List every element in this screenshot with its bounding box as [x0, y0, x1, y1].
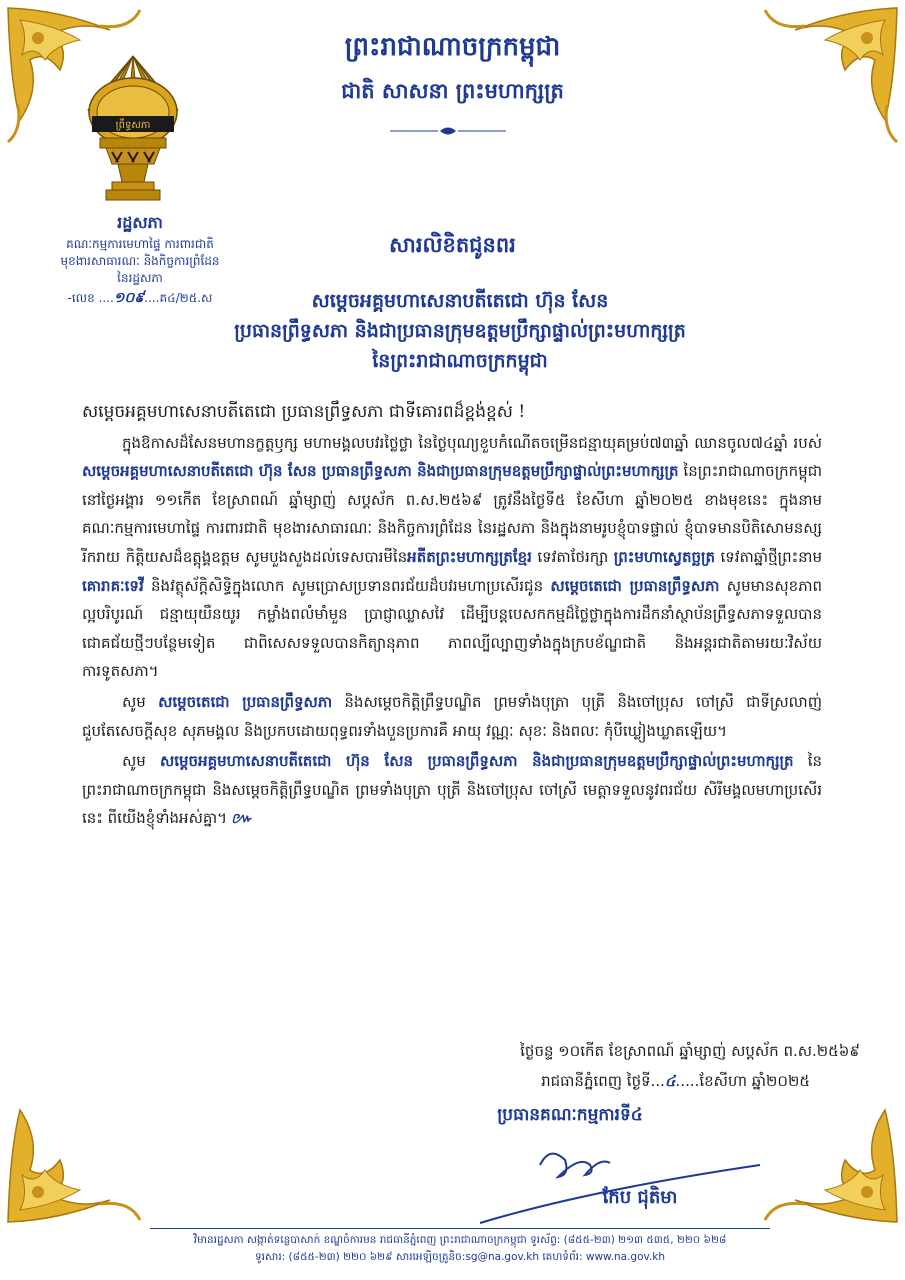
p1-text-f: សូមមានសុខភាពល្អបរិបូរណ៍ ជន្មាយុយឺនយូរ កម្លាំងពលំមាំមួន ប្រាជ្ញាឈ្លាសវៃ ដើម្បីបន្តបេសកកម្មដ៏ថ្លៃថ្លាក្នុងការដឹកនាំស្ថាប័នព្រឹទ្ធសភាទទួលបានជោគជ័យថ្មីៗបន្ថែមទៀត ជាពិសេសទទួលបានកិត្យានុភាព ភាពល្បីល្បាញទាំងក្នុងក្របខ័ណ្ឌជាតិ និងអន្តរជាតិតាមរយៈវិស័យការទូតសភា។	[82, 576, 822, 681]
p2-honoree-name: សម្តេចតេជោ ប្រធានព្រឹទ្ធសភា	[158, 692, 333, 711]
footer-rule	[150, 1228, 770, 1229]
p1-former-kings: អតីតព្រះមហាក្សត្រខ្មែរ	[407, 547, 532, 566]
paragraph-1	[82, 429, 822, 686]
p3-honoree-name: សម្តេចអគ្គមហាសេនាបតីតេជោ ហ៊ុន សែន ប្រធានព្រឹទ្ធសភា និងជាប្រធានក្រុមឧត្តមប្រឹក្សាផ្ទាល់ព្រះមហាក្សត្រ	[159, 752, 794, 771]
reference-prefix: -លេខ ....	[67, 291, 114, 305]
reference-suffix: ....គ៤/២៥.ស	[144, 291, 213, 305]
p3-text-b: នៃព្រះរាជាណាចក្រកម្ពុជា និងសម្តេចកិត្តិព្រឹទ្ធបណ្ឌិត ព្រមទាំងបុត្រា បុត្រី និងចៅប្រុស ចៅស្រី មេត្តាទទួលនូវពរជ័យ សិរីមង្គលមហាប្រសើរនេះ ពីយើងខ្ញុំទាំងអស់គ្នា។	[82, 752, 822, 828]
solar-date-day: ៤	[664, 1072, 676, 1090]
header-divider-ornament	[388, 124, 508, 138]
p2-text-a: សូម	[122, 692, 159, 711]
closing-mark: ៚	[231, 809, 253, 828]
p1-text-e: និងវត្ថុស័ក្តិសិទ្ធិក្នុងលោក សូមប្រោសប្រទានពរជ័យដ៏បវរមហាប្រសើរជូន	[143, 576, 551, 595]
solar-date-suffix: .....ខែសីហា ឆ្នាំ២០២៥	[675, 1072, 810, 1090]
recipient-line-3: នៃព្រះរាជាណាចក្រកម្ពុជា	[372, 350, 548, 372]
p1-text-a: ក្នុងឱកាសដ៏សែនមហានក្ខត្តឫក្ស មហាមង្គលបវរថ្លៃថ្លា នៃថ្ងៃបុណ្យខួបកំណើតចម្រើនជន្មាយុគម្រប់៧៣ឆ្នាំ ឈានចូល៧៤ឆ្នាំ របស់	[122, 433, 822, 452]
reference-handwritten-number: ១០៩	[113, 290, 145, 306]
office-assembly-name: រដ្ឋសភា	[117, 213, 163, 232]
letter-body	[82, 398, 822, 833]
paragraph-3	[82, 747, 822, 833]
emblem-label: ព្រឹទ្ធសភា	[115, 120, 151, 131]
recipient-line-2: ប្រធានព្រឹទ្ធសភា និងជាប្រធានក្រុមឧត្តមប្រឹក្សាផ្ទាល់ព្រះមហាក្សត្រ	[234, 320, 686, 342]
letter-title: សារលិខិតជូនពរ	[389, 232, 516, 257]
recipient-block	[60, 286, 860, 376]
office-commission-line-2: មុខងារសាធារណៈ និងកិច្ចការព្រំដែន	[60, 254, 220, 268]
p1-text-d: ទេវតាឆ្នាំថ្មីព្រះនាម	[715, 547, 822, 566]
corner-ornament-bottom-left	[0, 1080, 150, 1230]
footer-fax-email-web: ទូរសារ: (៨៥៥-២៣) ២២០ ៦២៩ សារអេឡិចត្រូនិច:sg@na.gov.kh គេហទំព័រ: www.na.gov.kh	[255, 1251, 665, 1263]
p1-text-c: ទេវតាថែរក្សា	[531, 547, 614, 566]
p1-new-year-angel: គោរាគៈទេវី	[82, 576, 144, 595]
solar-date-prefix: រាជធានីភ្នំពេញ ថ្ងៃទី...	[541, 1072, 665, 1090]
p1-text-b: នៃព្រះរាជាណាចក្រកម្ពុជា នៅថ្ងៃអង្គារ ១១កើត ខែស្រាពណ៍ ឆ្នាំម្សាញ់ សប្តស័ក ព.ស.២៥៦៩ ត្រូវនឹងថ្ងៃទី៥ ខែសីហា ឆ្នាំ២០២៥ ខាងមុខនេះ ក្នុងនាមគណៈកម្មការមេហាផ្ទៃ ការពារជាតិ មុខងារសាធារណៈ និងកិច្ចការព្រំដែន នៃរដ្ឋសភា និងក្នុងនាមរូបខ្ញុំបាទផ្ទាល់ ខ្ញុំបាទមានបិតិសោមនស្សរីករាយ កិត្តិយសដ៏ឧត្តុង្គឧត្តម សូមបួងសួងដល់ទេសបារមីនៃ	[82, 462, 823, 566]
footer-contact	[150, 1232, 770, 1266]
signatory-title: ប្រធានគណៈកម្មការទី៤	[497, 1105, 643, 1125]
parliament-emblem	[78, 52, 188, 207]
corner-ornament-bottom-right	[755, 1080, 905, 1230]
p1-senate-president: សម្តេចតេជោ ប្រធានព្រឹទ្ធសភា	[550, 576, 720, 595]
kingdom-heading: ព្រះរាជាណាចក្រកម្ពុជា	[344, 32, 561, 62]
p1-honoree-name: សម្តេចអគ្គមហាសេនាបតីតេជោ ហ៊ុន សែន ប្រធានព្រឹទ្ធសភា និងជាប្រធានក្រុមឧត្តមប្រឹក្សាផ្ទាល់ព្រះមហាក្សត្រ	[82, 462, 679, 481]
national-motto: ជាតិ សាសនា ព្រះមហាក្សត្រ	[341, 78, 564, 103]
salutation: សម្តេចអគ្គមហាសេនាបតីតេជោ ប្រធានព្រឹទ្ធសភា ជាទីគោរពដ៏ខ្ពង់ខ្ពស់ !	[82, 402, 526, 422]
recipient-line-1: សម្តេចអគ្គមហាសេនាបតីតេជោ ហ៊ុន សែន	[311, 290, 609, 312]
lunar-date: ថ្ងៃចន្ទ ១០កើត ខែស្រាពណ៍ ឆ្នាំម្សាញ់ សប្តស័ក ព.ស.២៥៦៩	[520, 1042, 860, 1060]
signatory-name: កែប ជុតិមា	[602, 1187, 678, 1208]
footer-address: វិមានរដ្ឋសភា សង្កាត់ទន្លេបាសាក់ ខណ្ឌចំការមន រាជធានីភ្នំពេញ ព្រះរាជាណាចក្រកម្ពុជា ទូរស័ព្ទ: (៨៥៥-២៣) ២១៣ ៥៣៥, ២២០ ៦២៨	[193, 1234, 727, 1246]
p3-text-a: សូម	[122, 752, 160, 771]
p1-royal-umbrella: ព្រះមហាស្វេតច្ឆត្រ	[613, 547, 715, 566]
office-commission-line-3: នៃរដ្ឋសភា	[117, 271, 163, 285]
paragraph-2	[82, 688, 822, 745]
office-commission-line-1: គណៈកម្មការមេហាផ្ទៃ ការពារជាតិ	[66, 237, 214, 251]
solar-date	[320, 1072, 810, 1094]
corner-ornament-top-right	[755, 0, 905, 150]
p2-text-b: និងសម្តេចកិត្តិព្រឹទ្ធបណ្ឌិត ព្រមទាំងបុត្រា បុត្រី និងចៅប្រុស ចៅស្រី ជាទីស្រលាញ់ ជួបតែសេចក្តីសុខ សុភមង្គល និងប្រកបដោយពុទ្ធពរទាំងបួនប្រការគឺ អាយុ វណ្ណៈ សុខៈ និងពលៈ កុំបីឃ្លៀងឃ្លាតឡើយ។	[82, 692, 822, 740]
